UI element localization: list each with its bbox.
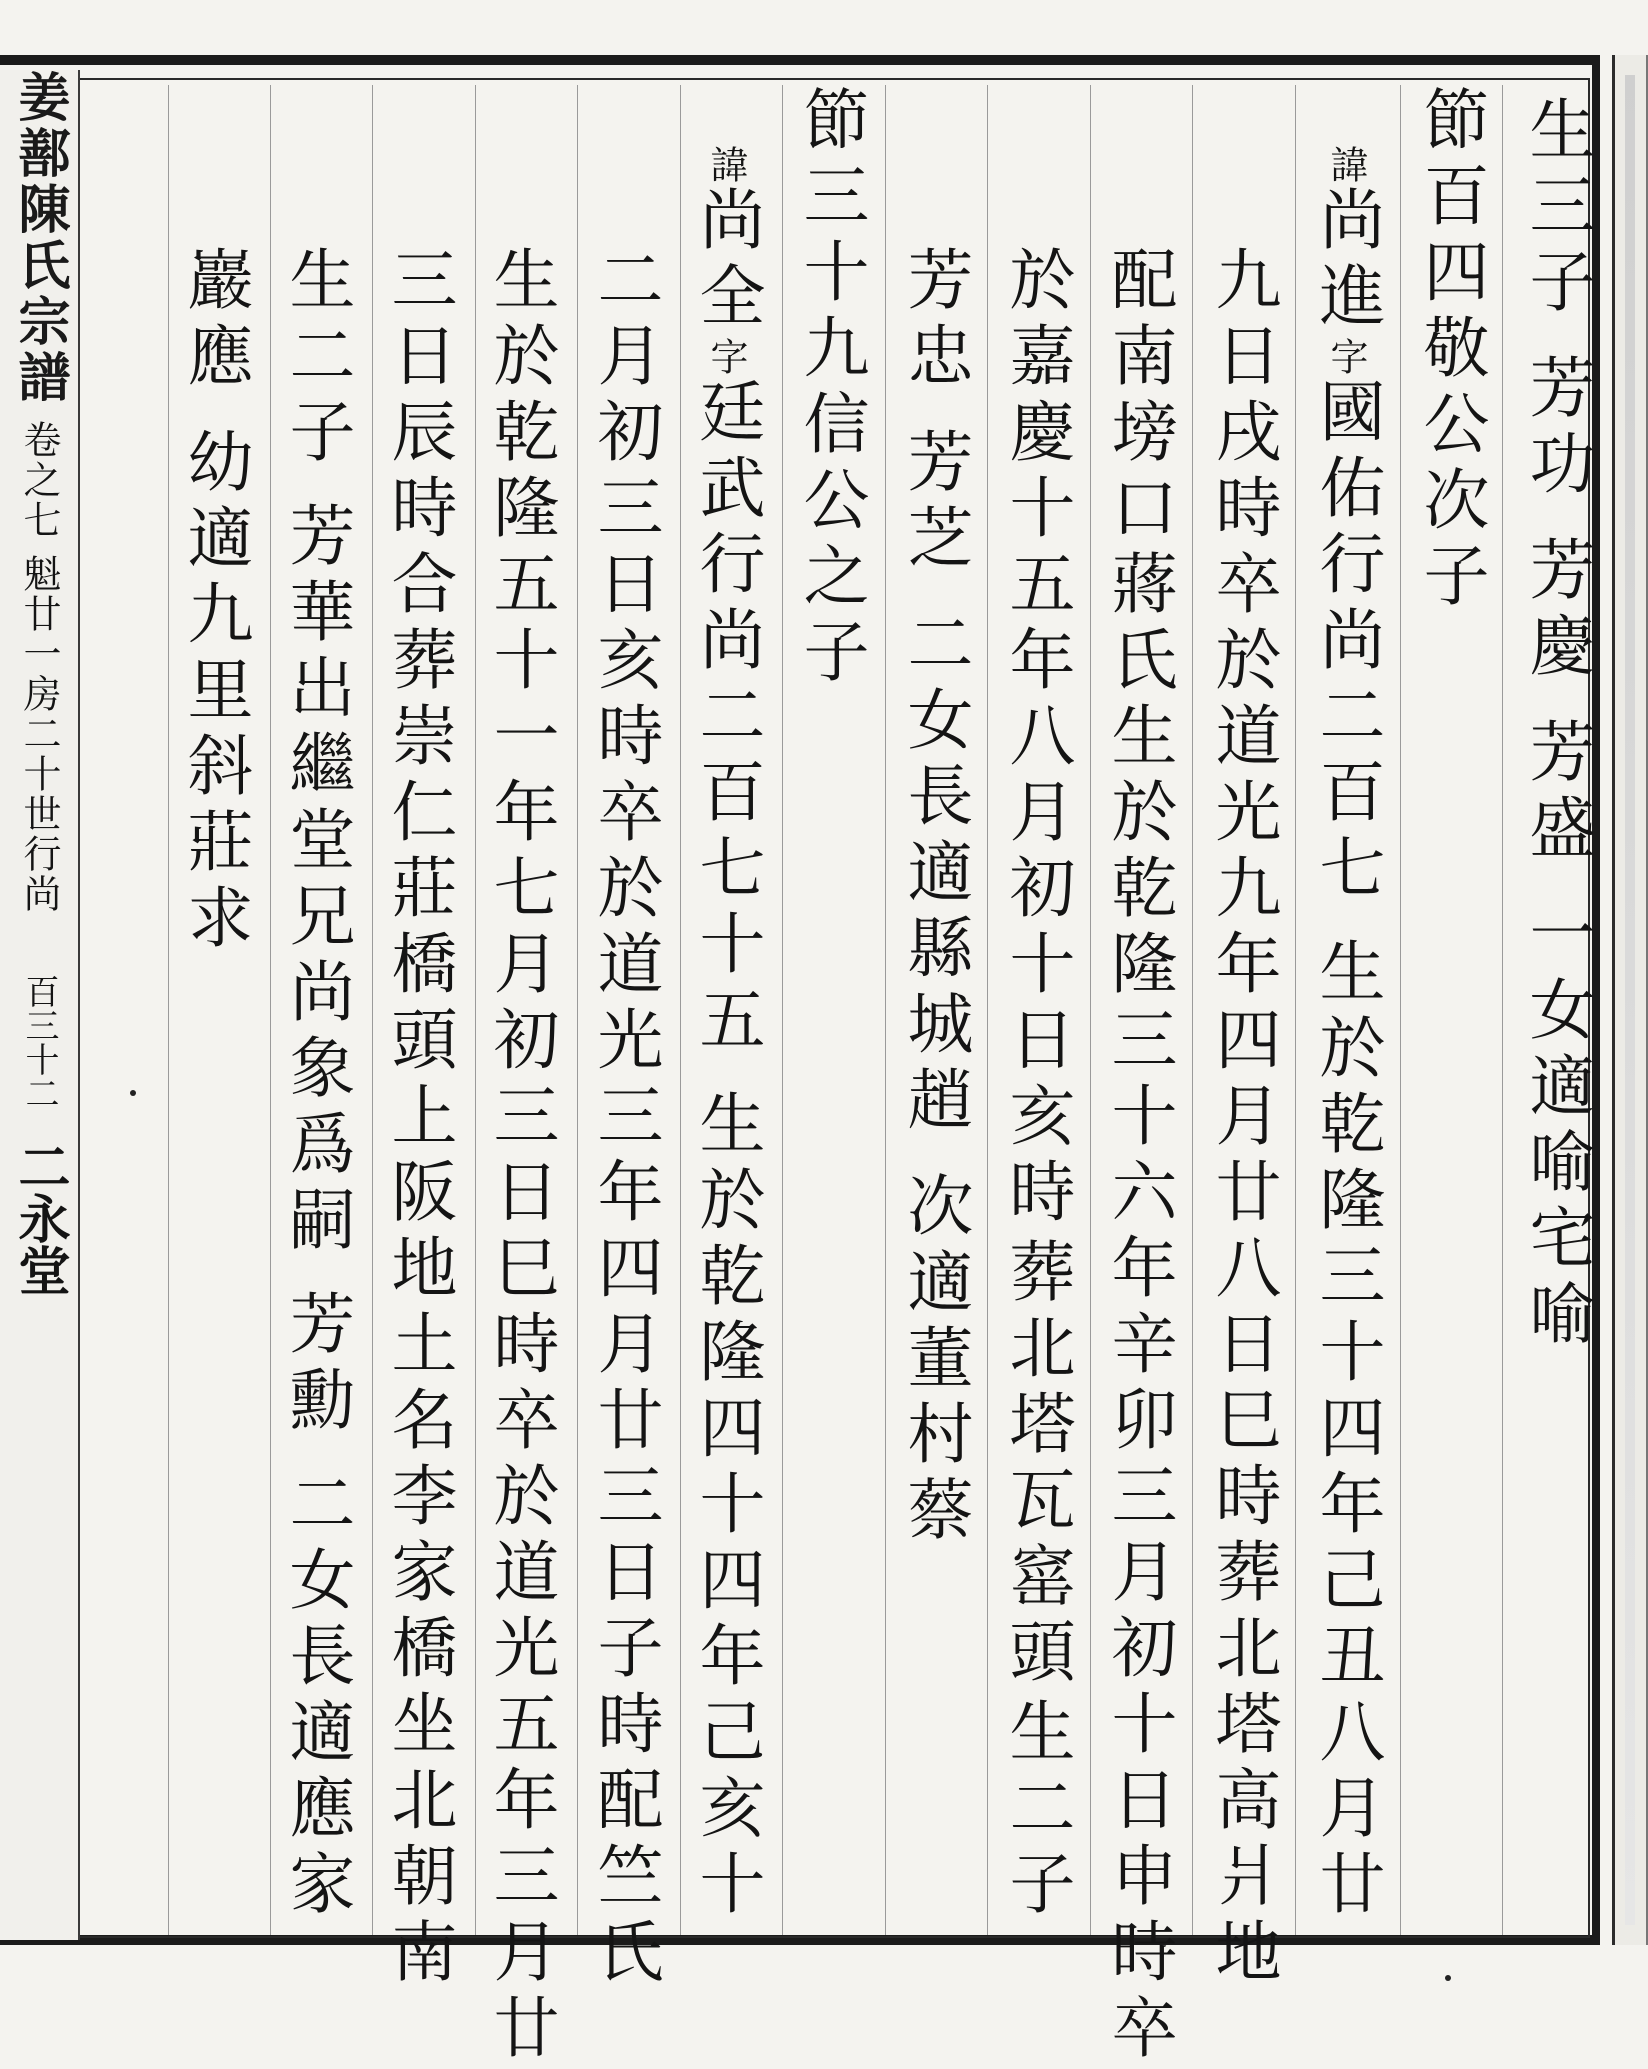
column-text: 芳華出繼堂兄尚象爲嗣 xyxy=(278,501,355,1261)
ink-speck xyxy=(1445,1975,1451,1981)
column-text: 字 xyxy=(1324,337,1368,377)
column-text: 二月初三日亥時卒於道光三年四月廿三日子時 xyxy=(586,245,663,1765)
column-text: 生三子 xyxy=(1518,95,1595,323)
column-text: 尚全 xyxy=(688,185,765,337)
volume-label: 卷之七 xyxy=(17,420,61,540)
column-heading: 節三十九信公之子 xyxy=(792,85,869,693)
column-text: 諱 xyxy=(1324,145,1368,185)
ink-speck xyxy=(130,1090,136,1096)
page-number: 百三十二 xyxy=(19,974,59,1110)
text-column-2 xyxy=(1400,85,1500,1925)
column-text: 九日戌時卒於道光九年四月廿八日巳時 xyxy=(1204,245,1281,1537)
column-text: 國佑行尚二百七 xyxy=(1308,377,1385,909)
text-column-9 xyxy=(676,95,776,1925)
text-column-13 xyxy=(266,95,366,1925)
column-text: 生於乾隆五十一年七月初三日巳時卒於道光五年三月廿 xyxy=(482,245,559,2069)
column-text: 字 xyxy=(704,337,748,377)
text-column-14 xyxy=(164,95,264,1925)
column-text: 二女長適應家 xyxy=(278,1469,355,1925)
column-text: 三日辰時 xyxy=(380,245,457,549)
column-heading: 節百四敬公次子 xyxy=(1412,85,1489,617)
column-text: 生二子 xyxy=(998,1697,1075,1925)
column-text: 配南塝口蔣氏生於乾隆三十六年辛卯三月初十日申時卒 xyxy=(1100,245,1177,2069)
column-text: 芳勳 xyxy=(278,1289,355,1441)
column-text: 芳盛 xyxy=(1518,717,1595,869)
text-column-7 xyxy=(884,95,984,1925)
text-column-1 xyxy=(1506,95,1606,1925)
adjacent-page-edge xyxy=(1612,55,1648,1945)
column-text: 生二子 xyxy=(278,245,355,473)
column-text: 幼適九里斜莊求 xyxy=(176,427,253,959)
column-text: 合葬崇仁莊橋頭上阪地土名李家橋坐北朝南 xyxy=(380,549,457,1993)
page-margin-column xyxy=(0,70,80,1940)
column-text: 巖應 xyxy=(176,245,253,397)
genealogy-title: 姜鄯陳氏宗譜 xyxy=(9,70,70,406)
branch-label: 魁廿一房二十世行尚 xyxy=(17,554,61,914)
text-column-12 xyxy=(368,95,468,1993)
text-column-3 xyxy=(1296,95,1396,1925)
text-column-6 xyxy=(986,95,1086,1925)
column-text: 芳功 xyxy=(1518,353,1595,505)
column-text: 二女長適縣城趙 xyxy=(896,609,973,1141)
column-text: 次適董村蔡 xyxy=(896,1171,973,1551)
text-column-10 xyxy=(574,95,674,1993)
column-rule xyxy=(1502,85,1503,1935)
column-text: 葬北塔高爿地 xyxy=(1204,1537,1281,1993)
column-text: 諱 xyxy=(704,145,748,185)
text-column-5 xyxy=(1088,95,1188,2069)
text-column-8 xyxy=(780,85,880,1925)
column-text: 芳芝 xyxy=(896,427,973,579)
column-text: 生於乾隆四十四年己亥十 xyxy=(688,1089,765,1925)
column-text: 於嘉慶十五年八月初十日亥時 xyxy=(998,245,1075,1233)
text-column-11 xyxy=(470,95,570,2069)
column-text: 配竺氏 xyxy=(586,1765,663,1993)
text-column-4 xyxy=(1192,95,1292,1993)
column-text: 芳慶 xyxy=(1518,535,1595,687)
column-text: 廷武行尚二百七十五 xyxy=(688,377,765,1061)
column-text: 芳忠 xyxy=(896,245,973,397)
column-text: 尚進 xyxy=(1308,185,1385,337)
column-text: 葬北塔瓦窰頭 xyxy=(998,1237,1075,1693)
column-text: 一女適喻宅喻 xyxy=(1518,899,1595,1355)
column-text: 生於乾隆三十四年己丑八月廿 xyxy=(1308,937,1385,1925)
hall-name: 二永堂 xyxy=(9,1140,70,1296)
